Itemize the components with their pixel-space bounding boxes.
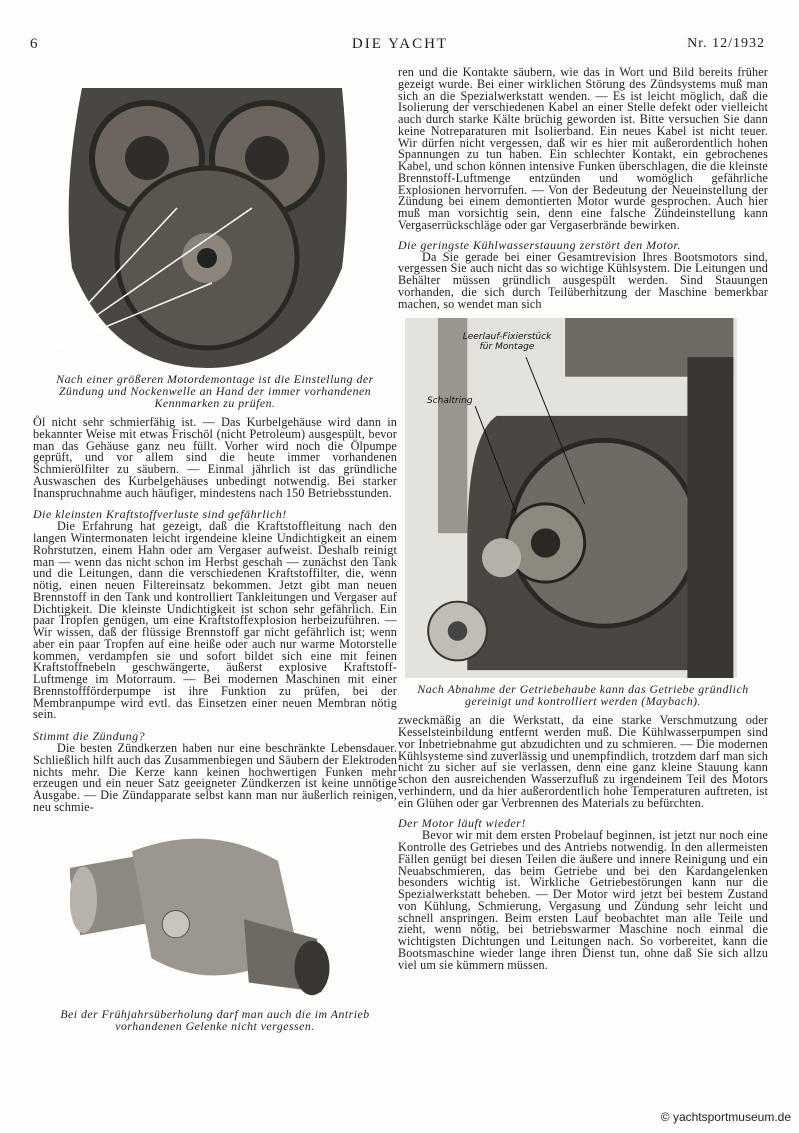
figure3-caption: Nach Abnahme der Getriebehaube kann das Getriebe gründlich gereinigt und kontrolliert werden (Maybach). bbox=[417, 682, 749, 709]
magazine-title: DIE YACHT bbox=[351, 36, 449, 52]
gearbox-illustration bbox=[405, 318, 737, 678]
right-column-text-2 bbox=[398, 238, 768, 311]
left-column bbox=[33, 68, 397, 1032]
issue-number: Nr. 12/1932 bbox=[687, 36, 765, 51]
paragraph: Die besten Zündkerzen haben nur eine beschränkte Lebensdauer. Schließlich hilft auch das Zusammenbiegen und Säubern der Elektroden nichts mehr. Die Kerze kann keinen hochwertigen Funken mehr erzeugen und ein neuer Satz geeigneter Zündkerzen ist keine unnötige Ausgabe. — Die Zündapparate selbst kann man nur äußerlich reinigen, neu schmie- bbox=[33, 741, 397, 814]
paragraph: Öl nicht sehr schmierfähig ist. — Das Kurbelgehäuse wird dann in bekannter Weise mit etwas Frischöl (nicht Petroleum) ausgespült, bevor man das Gehäuse ganz neu füllt. Vorher wird noch die Ölpumpe geprüft, und vor allem sind die heute immer vorhandenen Schmierölfilter zu säubern. — Einmal jährlich ist das gründliche Auswaschen des Kurbelgehäuses unbedingt notwendig. Bei starker Inanspruchnahme auch häufiger, mindestens nach 150 Betriebsstunden. bbox=[33, 415, 397, 500]
left-column-text-2 bbox=[33, 507, 397, 721]
gearbox-photo bbox=[405, 318, 737, 678]
right-column bbox=[398, 67, 768, 971]
right-column-text-3 bbox=[398, 715, 768, 809]
figure3-label-fixing-piece: Leerlauf-Fixierstück für Montage bbox=[462, 332, 552, 353]
paragraph: zweckmäßig an die Werkstatt, da eine starke Verschmutzung oder Kesselsteinbildung entfernt werden muß. Die Kühlwasserpumpen sind vor Inbetriebnahme gut abzudichten und zu schmieren. — Die modernen Kühlsysteme sind zuverlässig und unempfindlich, trotzdem darf man sich nicht zu sicher auf sie verlassen, denn eine ganz kleine Stauung kann schon den ausreichenden Wasserzufluß zu irgendeinem Teil des Motors verhindern, und da hier außerordentlich hohe Temperaturen auftreten, ist ein Glühen oder gar Verbrennen des Materials zu befürchten. bbox=[398, 713, 768, 810]
page-number: 6 bbox=[30, 36, 39, 52]
section-heading: Stimmt die Zündung? bbox=[33, 729, 146, 743]
figure1-caption: Nach einer größeren Motordemontage ist die Einstellung der Zündung und Nockenwelle an Hand der immer vorhandenen Kennmarken zu prüfen. bbox=[56, 372, 374, 410]
paragraph: Da Sie gerade bei einer Gesamtrevision Ihres Bootsmotors sind, vergessen Sie auch nicht das so wichtige Kühlsystem. Die Leitungen und Behälter müssen gründlich ausgespült werden. Sind Stauungen vorhanden, die sich durch Teilüberhitzung der Maschine bemerkbar machen, so wendet man sich bbox=[398, 249, 768, 311]
left-column-text-3 bbox=[33, 729, 397, 814]
left-column-text-1 bbox=[33, 417, 397, 499]
engine-gears-photo bbox=[42, 68, 372, 368]
engine-gears-illustration bbox=[42, 68, 372, 368]
universal-joint-illustration bbox=[70, 822, 340, 1002]
right-column-text-1 bbox=[398, 67, 768, 232]
paragraph: Bevor wir mit dem ersten Probelauf beginnen, ist jetzt nur noch eine Kontrolle des Getriebes und des Antriebs notwendig. In den allermeisten Fällen genügt bei diesen Teilen die äußere und innere Reinigung und ein Neuabschmieren, das beim Getriebe und bei den Kardangelenken besonders wichtig ist. Wirkliche Getriebestörungen kann nur die Spezialwerkstatt beheben. — Der Motor wird jetzt bei bestem Zustand von Kühlung, Schmierung, Vergasung und Zündung sehr leicht und schnell anspringen. Beim ersten Lauf beobachtet man alle Teile und zieht, wenn nötig, bei betriebswarmer Maschine noch einmal die wichtigsten Dichtungen und Leitungen nach. So vorbereitet, kann die Bootsmaschine wieder lange ihren Dienst tun, ohne daß Sie sich allzu viel um sie kümmern müssen. bbox=[398, 828, 768, 972]
watermark: © yachtsportmuseum.de bbox=[660, 1110, 791, 1124]
section-heading: Der Motor läuft wieder! bbox=[398, 816, 526, 831]
figure3-label-shift-ring: Schaltring bbox=[427, 396, 473, 407]
figure2-caption: Bei der Frühjahrsüberholung darf man auch die im Antrieb vorhandenen Gelenke nicht vergessen. bbox=[60, 1006, 370, 1033]
universal-joint-photo bbox=[70, 822, 340, 1002]
section-heading: Die geringste Kühlwasserstauung zerstört den Motor. bbox=[398, 237, 681, 252]
right-column-text-4 bbox=[398, 816, 768, 971]
paragraph: Die Erfahrung hat gezeigt, daß die Kraftstoffleitung nach den langen Wintermonaten leicht irgendeine kleine Undichtigkeit an einem Rohrstutzen, einem Hahn oder am Vergaser aufweist. Deshalb reinigt man — wenn das nicht schon im Herbst geschah — zunächst den Tank und die Leitungen, dann die verschiedenen Kraftstoffilter, die, wenn nötig, einen neuen Filtereinsatz bekommen. Jetzt gibt man neuen Brennstoff in den Tank und kontrolliert Tankleitungen und Vergaser auf Dichtigkeit. Die kleinste Undichtigkeit ist schon sehr gefährlich. Ein paar Tropfen genügen, um eine Kraftstoffexplosion herbeizuführen. — Wir wissen, daß der flüssige Brennstoff gar nicht gefährlich ist; wenn aber ein paar Tropfen auf eine heiße oder auch nur warme Motorstelle kommen, verdampfen sie und sofort bildet sich eine mit feinen Kraftstoffnebeln geschwängerte, äußerst explosive Kraftstoff-Luftmenge im Motorraum. — Bei modernen Maschinen mit einer Brennstoffförderpumpe ist ihre Funktion zu prüfen, bei der Membranpumpe wird evtl. das Einsetzen einer neuen Membran nötig sein. bbox=[33, 519, 397, 722]
paragraph: ren und die Kontakte säubern, wie das in Wort und Bild bereits früher gezeigt wurde. Bei einer wirklichen Störung des Zündsystems muß man sich an die Spezialwerkstatt wenden. — Es ist leicht möglich, daß die Isolierung der verschiedenen Kabel an einer Stelle defekt oder vielleicht auch durch starke Kälte brüchig geworden ist. Bitte versuchen Sie dann keine Notreparaturen mit Isolierband. Ein neues Kabel ist nicht teuer. Wir dürfen nicht vergessen, daß wir es hier mit außerordentlich hohen Spannungen zu tun haben. Ein schlechter Kontakt, ein gebrochenes Kabel, und schon können intensive Funken überschlagen, die die kleinste Brennstoff-Luftmenge entzünden und womöglich gefährliche Explosionen hervorrufen. — Von der Bedeutung der Neueinstellung der Zündung bei einem demontierten Motor wurde gesprochen. Auch hier muß man vorsichtig sein, denn eine falsche Zündeinstellung kann Vergaserrückschläge oder gar Vergaserbrände bewirken. bbox=[398, 65, 768, 232]
section-heading: Die kleinsten Kraftstoffverluste sind gefährlich! bbox=[33, 507, 287, 522]
